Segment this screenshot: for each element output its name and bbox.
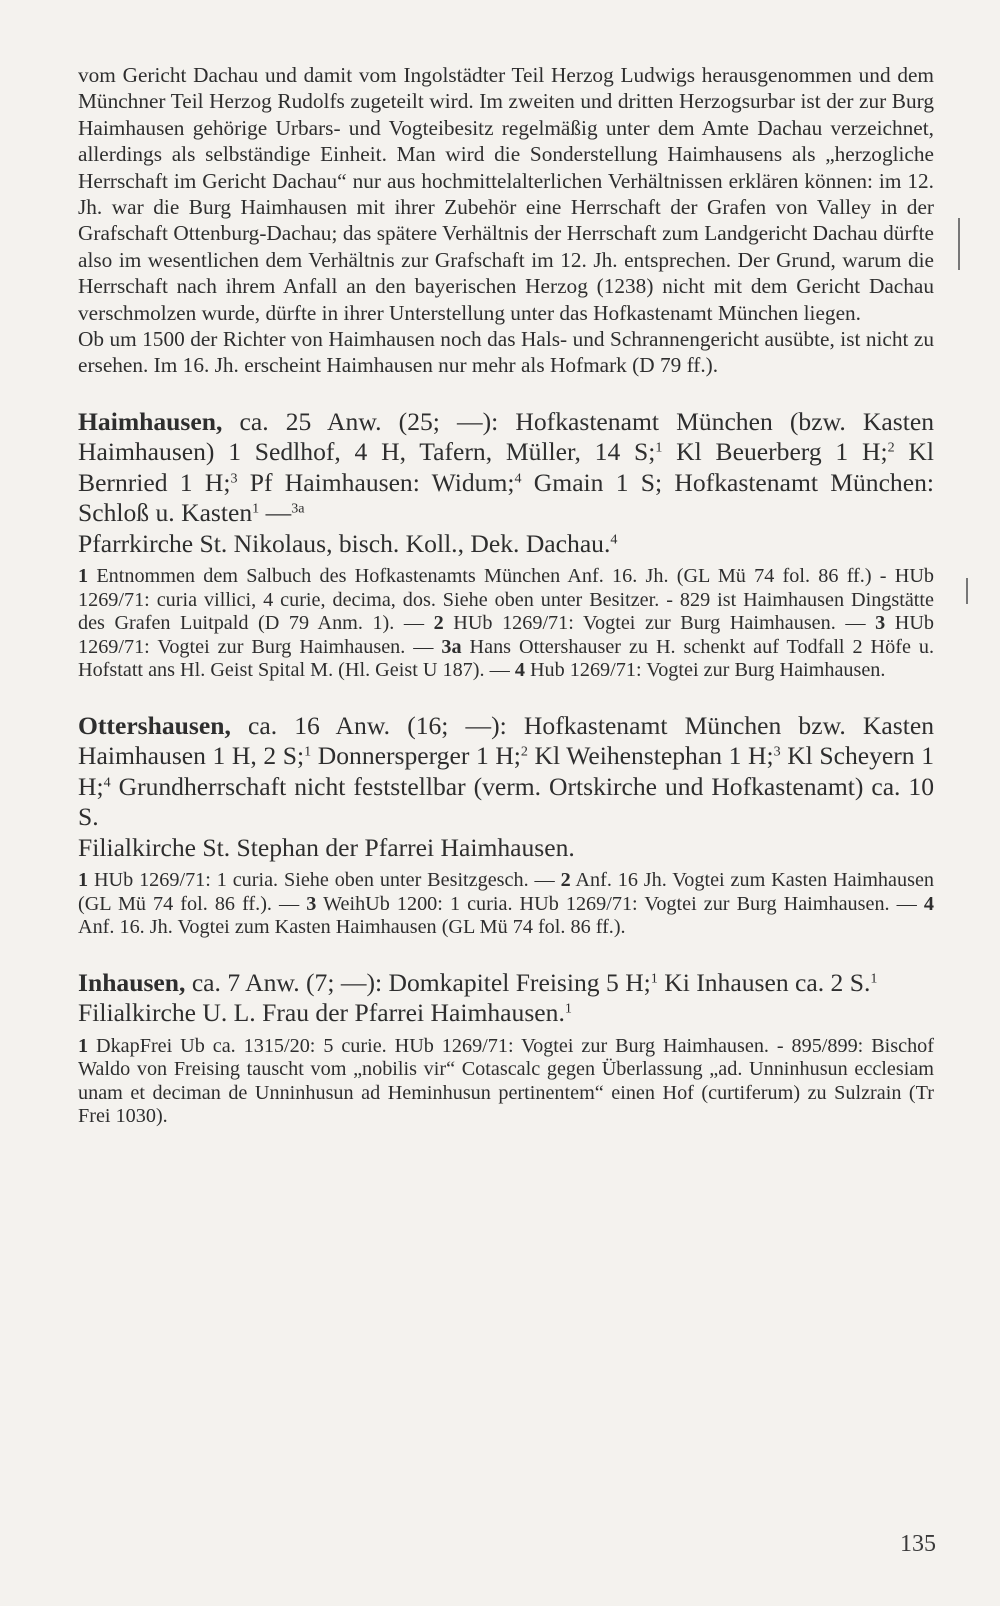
entry-inhausen [78, 968, 934, 1129]
church-line: Pfarrkirche St. Nikolaus, bisch. Koll., Dek. Dachau.$^4$ [78, 528, 618, 558]
footnotes: 1 Entnommen dem Salbuch des Hofkastenamts München Anf. 16. Jh. (GL Mü 74 fol. 86 ff.) - HUb 1269/71: curia villici, 4 curie, decima, dos. Siehe oben unter Besitzer. - 829 ist Haimhausen Dingstätte des Grafen Luitpald (D 79 Anm. 1). — 2 HUb 1269/71: Vogtei zur Burg Haimhausen. — 3 HUb 1269/71: Vogtei zur Burg Haimhausen. — 3a Hans Ottershauser zu H. schenkt auf Todfall 2 Höfe u. Hofstatt ans Hl. Geist Spital M. (Hl. Geist U 187). — 4 Hub 1269/71: Vogtei zur Burg Haimhausen. [78, 564, 934, 682]
entry-heading: Inhausen, ca. 7 Anw. (7; —): Domkapitel Freising 5 H;$^1$ Ki Inhausen ca. 2 S.$^1$ [78, 967, 878, 997]
place-name: Ottershausen, [78, 710, 231, 740]
place-name: Inhausen, [78, 967, 186, 997]
church-line: Filialkirche St. Stephan der Pfarrei Haimhausen. [78, 832, 575, 862]
church-line: Filialkirche U. L. Frau der Pfarrei Haimhausen.$^1$ [78, 998, 572, 1028]
entry-ottershausen [78, 711, 934, 940]
intro-text [78, 62, 934, 379]
place-name: Haimhausen, [78, 406, 223, 436]
entry-heading: Ottershausen, ca. 16 Anw. (16; —): Hofkastenamt München bzw. Kasten Haimhausen 1 H, 2 S;$^1$ Donnersperger 1 H;$^2$ Kl Weihenstephan 1 H;$^3$ Kl Scheyern 1 H;$^4$ Grundherrschaft nicht feststellbar (verm. Ortskirche und Hofkastenamt) ca. 10 S. [78, 710, 934, 832]
footnotes: 1 DkapFrei Ub ca. 1315/20: 5 curie. HUb 1269/71: Vogtei zur Burg Haimhausen. - 895/899: Bischof Waldo von Freising tauscht vom „nobilis vir“ Cotascalc gegen Überlassung „ad. Unninhusun ecclesiam unam et deciman de Unninhusun ad Heminhusun pertinentem“ einen Hof (curtiferum) zu Sulzrain (Tr Frei 1030). [78, 1034, 934, 1128]
intro-paragraph-1: vom Gericht Dachau und damit vom Ingolstädter Teil Herzog Ludwigs herausgenommen und dem Münchner Teil Herzog Rudolfs zugeteilt wird. Im zweiten und dritten Herzogsurbar ist der zur Burg Haimhausen gehörige Urbars- und Vogteibesitz regelmäßig unter dem Amte Dachau verzeichnet, allerdings als selbständige Einheit. Man wird die Sonderstellung Haimhausens als „herzogliche Herrschaft im Gericht Dachau“ nur aus hochmittelalterlichen Verhältnissen erklären können: im 12. Jh. war die Burg Haimhausen mit ihrer Zubehör eine Herrschaft der Grafen von Valley in der Grafschaft Ottenburg-Dachau; das spätere Verhältnis der Herrschaft zum Landgericht Dachau dürfte also im wesentlichen dem Verhältnis zur Grafschaft im 12. Jh. entsprechen. Der Grund, warum die Herrschaft nach ihrem Anfall an den bayerischen Herzog (1238) nicht mit dem Gericht Dachau verschmolzen wurde, dürfte in ihrer Unterstellung unter das Hofkastenamt München liegen. [78, 63, 934, 325]
page-number: 135 [900, 1531, 936, 1557]
footnotes: 1 HUb 1269/71: 1 curia. Siehe oben unter Besitzgesch. — 2 Anf. 16 Jh. Vogtei zum Kasten Haimhausen (GL Mü 74 fol. 86 ff.). — 3 WeihUb 1200: 1 curia. HUb 1269/71: Vogtei zur Burg Haimhausen. — 4 Anf. 16. Jh. Vogtei zum Kasten Haimhausen (GL Mü 74 fol. 86 ff.). [78, 868, 935, 939]
margin-mark [958, 218, 960, 270]
page-body [78, 62, 934, 1129]
entry-haimhausen [78, 407, 934, 683]
margin-mark [966, 578, 968, 604]
intro-paragraph-2: Ob um 1500 der Richter von Haimhausen noch das Hals- und Schrannengericht ausübte, ist nicht zu ersehen. Im 16. Jh. erscheint Haimhausen nur mehr als Hofmark (D 79 ff.). [78, 327, 934, 378]
entry-heading: Haimhausen, ca. 25 Anw. (25; —): Hofkastenamt München (bzw. Kasten Haimhausen) 1 Sedlhof, 4 H, Tafern, Müller, 14 S;$^1$ Kl Beuerberg 1 H;$^2$ Kl Bernried 1 H;$^3$ Pf Haimhausen: Widum;$^4$ Gmain 1 S; Hofkastenamt München: Schloß u. Kasten$^1$ —$^{3a}$ [78, 406, 934, 528]
